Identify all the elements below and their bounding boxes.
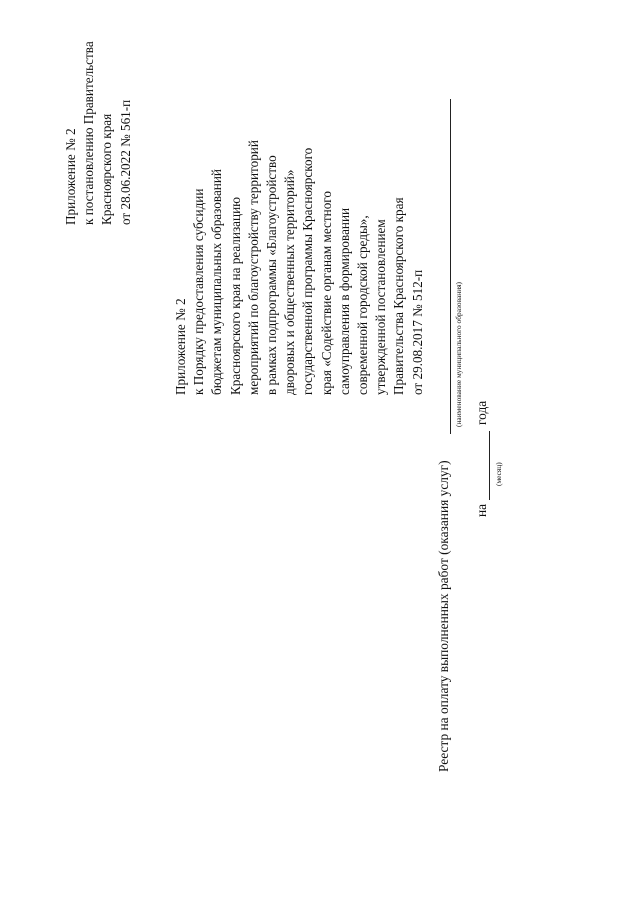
appendix-main-block bbox=[62, 41, 135, 225]
period-suffix: года bbox=[474, 400, 489, 425]
period-prefix: на bbox=[474, 503, 489, 517]
appendix-main-line: к постановлению Правительства bbox=[81, 41, 97, 225]
appendix-procedure-line: Правительства Красноярского края bbox=[391, 197, 407, 395]
appendix-procedure-line: утвержденной постановлением bbox=[373, 219, 389, 395]
appendix-procedure-line: государственной программы Красноярского bbox=[300, 147, 316, 395]
appendix-main-line: Приложение № 2 bbox=[63, 128, 78, 225]
appendix-main-line: Красноярского края bbox=[99, 113, 115, 225]
appendix-procedure-line: бюджетам муниципальных образований bbox=[209, 169, 225, 395]
appendix-procedure-line: края «Содействие органам местного bbox=[318, 191, 334, 395]
registry-title: Реестр на оплату выполненных работ (оказания услуг) bbox=[436, 460, 451, 772]
month-caption: (месяц) bbox=[494, 462, 503, 486]
appendix-procedure-line: в рамках подпрограммы «Благоустройство bbox=[264, 155, 280, 395]
appendix-procedure-line: мероприятий по благоустройству территорий bbox=[245, 140, 261, 395]
appendix-main-line: от 28.06.2022 № 561-п bbox=[117, 99, 133, 225]
appendix-procedure-line: самоуправления в формировании bbox=[336, 207, 352, 395]
municipality-fill-line bbox=[450, 99, 451, 434]
appendix-procedure-line: к Порядку предоставления субсидии bbox=[191, 188, 207, 395]
appendix-procedure-line: Красноярского края на реализацию bbox=[227, 197, 243, 395]
municipality-caption: (наименование муниципального образования) bbox=[454, 281, 463, 427]
appendix-procedure-line: от 29.08.2017 № 512-п bbox=[409, 269, 425, 395]
appendix-procedure-line: современной городской среды», bbox=[355, 215, 371, 395]
month-fill-line bbox=[489, 431, 490, 500]
appendix-procedure-block bbox=[172, 140, 427, 395]
appendix-procedure-line: Приложение № 2 bbox=[173, 298, 188, 395]
appendix-procedure-line: дворовых и общественных территорий» bbox=[282, 169, 298, 395]
